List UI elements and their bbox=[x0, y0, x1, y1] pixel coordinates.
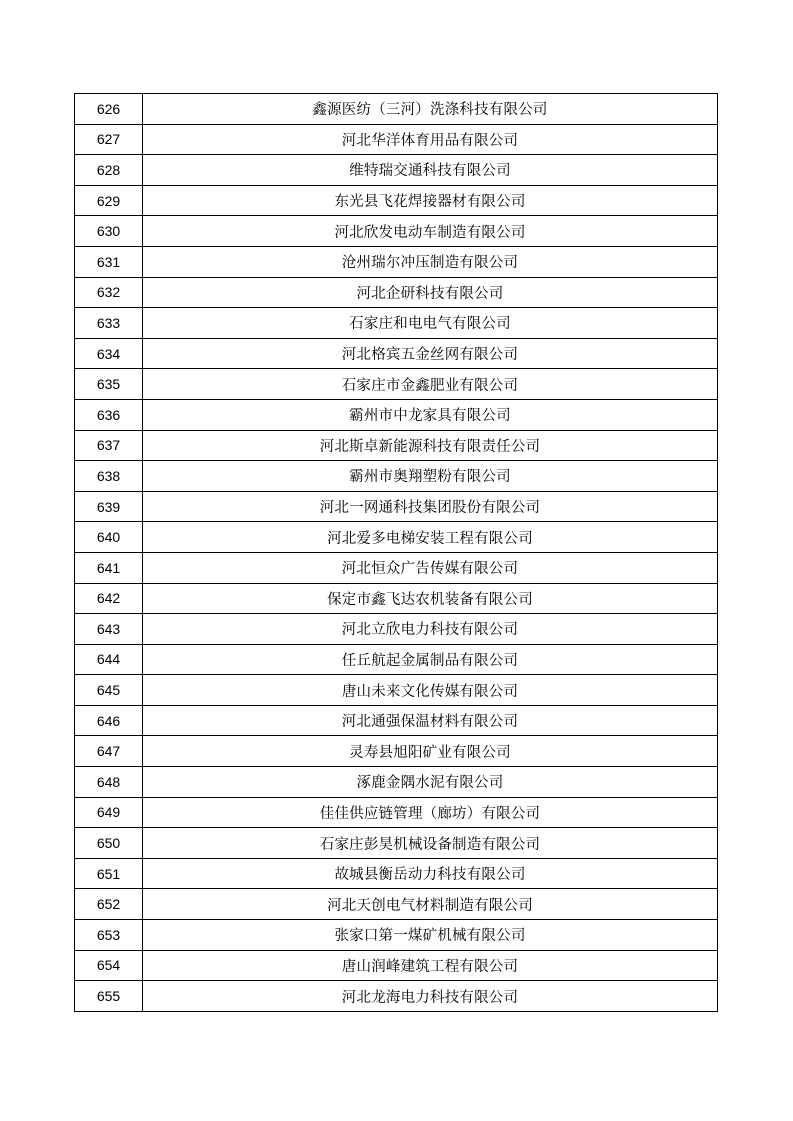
company-name-cell: 维特瑞交通科技有限公司 bbox=[143, 155, 718, 186]
row-number-cell: 655 bbox=[75, 981, 143, 1012]
row-number-cell: 638 bbox=[75, 461, 143, 492]
company-name-cell: 河北一网通科技集团股份有限公司 bbox=[143, 491, 718, 522]
row-number-cell: 651 bbox=[75, 858, 143, 889]
company-name-cell: 张家口第一煤矿机械有限公司 bbox=[143, 920, 718, 951]
row-number-cell: 649 bbox=[75, 797, 143, 828]
company-name-cell: 东光县飞花焊接器材有限公司 bbox=[143, 185, 718, 216]
table-row bbox=[75, 797, 718, 828]
row-number-cell: 633 bbox=[75, 308, 143, 339]
company-name-cell: 沧州瑞尔冲压制造有限公司 bbox=[143, 246, 718, 277]
table-row bbox=[75, 675, 718, 706]
table-row bbox=[75, 705, 718, 736]
row-number-cell: 635 bbox=[75, 369, 143, 400]
company-name-cell: 唐山未来文化传媒有限公司 bbox=[143, 675, 718, 706]
table-row bbox=[75, 124, 718, 155]
company-name-cell: 河北天创电气材料制造有限公司 bbox=[143, 889, 718, 920]
company-name-cell: 鑫源医纺（三河）洗涤科技有限公司 bbox=[143, 94, 718, 125]
table-row bbox=[75, 920, 718, 951]
row-number-cell: 653 bbox=[75, 920, 143, 951]
row-number-cell: 654 bbox=[75, 950, 143, 981]
company-name-cell: 河北爱多电梯安装工程有限公司 bbox=[143, 522, 718, 553]
table-row bbox=[75, 308, 718, 339]
table-row bbox=[75, 644, 718, 675]
company-name-cell: 石家庄和电电气有限公司 bbox=[143, 308, 718, 339]
row-number-cell: 637 bbox=[75, 430, 143, 461]
row-number-cell: 630 bbox=[75, 216, 143, 247]
table-row bbox=[75, 583, 718, 614]
row-number-cell: 631 bbox=[75, 246, 143, 277]
row-number-cell: 645 bbox=[75, 675, 143, 706]
table-row bbox=[75, 155, 718, 186]
company-name-cell: 保定市鑫飞达农机装备有限公司 bbox=[143, 583, 718, 614]
row-number-cell: 634 bbox=[75, 338, 143, 369]
table-row bbox=[75, 338, 718, 369]
row-number-cell: 636 bbox=[75, 399, 143, 430]
company-name-cell: 河北立欣电力科技有限公司 bbox=[143, 614, 718, 645]
company-name-cell: 河北华洋体育用品有限公司 bbox=[143, 124, 718, 155]
company-name-cell: 灵寿县旭阳矿业有限公司 bbox=[143, 736, 718, 767]
table-row bbox=[75, 828, 718, 859]
table-row bbox=[75, 430, 718, 461]
table-row bbox=[75, 216, 718, 247]
row-number-cell: 628 bbox=[75, 155, 143, 186]
table-row bbox=[75, 369, 718, 400]
row-number-cell: 629 bbox=[75, 185, 143, 216]
company-name-cell: 任丘航起金属制品有限公司 bbox=[143, 644, 718, 675]
row-number-cell: 643 bbox=[75, 614, 143, 645]
company-list-table bbox=[74, 93, 718, 1012]
company-name-cell: 河北欣发电动车制造有限公司 bbox=[143, 216, 718, 247]
row-number-cell: 641 bbox=[75, 552, 143, 583]
table-row bbox=[75, 981, 718, 1012]
table-row bbox=[75, 614, 718, 645]
company-name-cell: 河北恒众广告传媒有限公司 bbox=[143, 552, 718, 583]
table-row bbox=[75, 950, 718, 981]
row-number-cell: 644 bbox=[75, 644, 143, 675]
table-row bbox=[75, 399, 718, 430]
row-number-cell: 646 bbox=[75, 705, 143, 736]
row-number-cell: 627 bbox=[75, 124, 143, 155]
row-number-cell: 632 bbox=[75, 277, 143, 308]
company-name-cell: 石家庄彭昊机械设备制造有限公司 bbox=[143, 828, 718, 859]
table-row bbox=[75, 889, 718, 920]
company-name-cell: 故城县衡岳动力科技有限公司 bbox=[143, 858, 718, 889]
row-number-cell: 640 bbox=[75, 522, 143, 553]
row-number-cell: 626 bbox=[75, 94, 143, 125]
company-name-cell: 佳佳供应链管理（廊坊）有限公司 bbox=[143, 797, 718, 828]
row-number-cell: 642 bbox=[75, 583, 143, 614]
table-row bbox=[75, 522, 718, 553]
table-row bbox=[75, 491, 718, 522]
table-row bbox=[75, 858, 718, 889]
table-row bbox=[75, 246, 718, 277]
company-name-cell: 涿鹿金隅水泥有限公司 bbox=[143, 767, 718, 798]
company-name-cell: 河北斯卓新能源科技有限责任公司 bbox=[143, 430, 718, 461]
table-row bbox=[75, 767, 718, 798]
table-row bbox=[75, 461, 718, 492]
company-name-cell: 霸州市奥翔塑粉有限公司 bbox=[143, 461, 718, 492]
company-name-cell: 霸州市中龙家具有限公司 bbox=[143, 399, 718, 430]
company-name-cell: 河北龙海电力科技有限公司 bbox=[143, 981, 718, 1012]
company-name-cell: 河北通强保温材料有限公司 bbox=[143, 705, 718, 736]
company-list-body bbox=[75, 94, 718, 1012]
table-row bbox=[75, 94, 718, 125]
table-row bbox=[75, 736, 718, 767]
table-row bbox=[75, 552, 718, 583]
company-name-cell: 唐山润峰建筑工程有限公司 bbox=[143, 950, 718, 981]
table-row bbox=[75, 277, 718, 308]
row-number-cell: 652 bbox=[75, 889, 143, 920]
company-name-cell: 河北企研科技有限公司 bbox=[143, 277, 718, 308]
company-name-cell: 河北格宾五金丝网有限公司 bbox=[143, 338, 718, 369]
row-number-cell: 648 bbox=[75, 767, 143, 798]
row-number-cell: 650 bbox=[75, 828, 143, 859]
table-row bbox=[75, 185, 718, 216]
company-name-cell: 石家庄市金鑫肥业有限公司 bbox=[143, 369, 718, 400]
row-number-cell: 639 bbox=[75, 491, 143, 522]
row-number-cell: 647 bbox=[75, 736, 143, 767]
